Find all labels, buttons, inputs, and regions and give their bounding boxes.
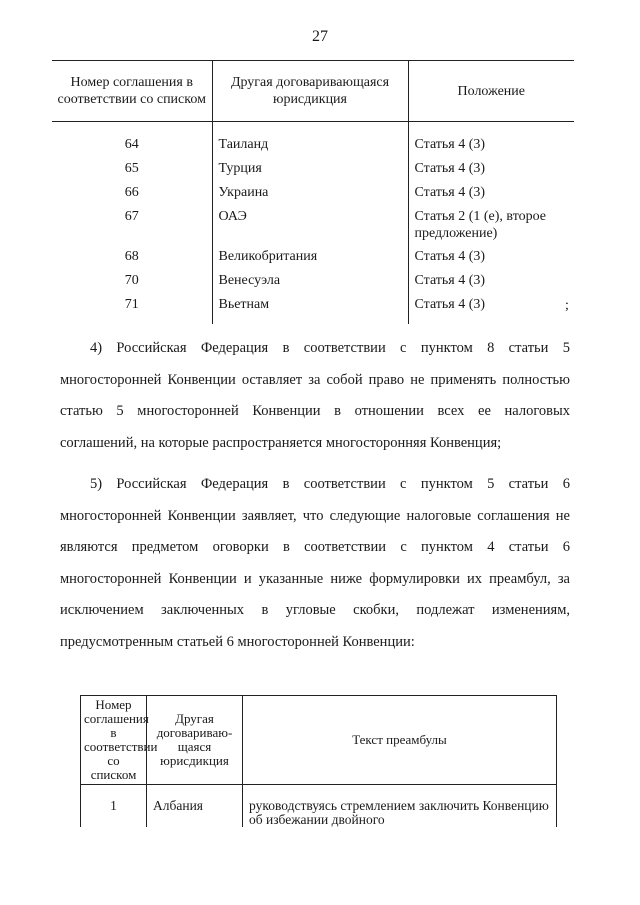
- provision: Статья 4 (3): [408, 248, 574, 272]
- agreement-number: 64: [124, 137, 139, 152]
- provisions-table: [52, 60, 574, 324]
- header-agreement-number: Номер соглашения в соответствии со списком: [52, 61, 212, 122]
- jurisdiction: Турция: [212, 160, 408, 184]
- jurisdiction: Таиланд: [212, 122, 408, 161]
- paragraph-5: 5) Российская Федерация в соответствии с пунктом 5 статьи 6 многосторонней Конвенции заявляет, что следующие налоговые соглашения не являются предметом оговорки в соответствии с пунктом 4 статьи 6 многосторонней Конвенции и указанные ниже формулировки их преамбул, за исключением заключенных в угловые скобки, подлежат изменениям, предусмотренным статьей 6 многосторонней Конвенции:: [60, 476, 570, 650]
- jurisdiction: Венесуэла: [212, 272, 408, 296]
- jurisdiction: Великобритания: [212, 248, 408, 272]
- preamble-table: [80, 695, 557, 827]
- table-trailing-semicolon: ;: [565, 298, 569, 313]
- table-row: [52, 184, 574, 208]
- agreement-number: 65: [124, 161, 139, 176]
- table-row: [52, 296, 574, 324]
- table-row: [52, 160, 574, 184]
- table-row: [52, 248, 574, 272]
- agreement-number: 1: [81, 785, 147, 828]
- table-header-row: [52, 61, 574, 122]
- paragraph-4: 4) Российская Федерация в соответствии с пунктом 8 статьи 5 многосторонней Конвенции оставляет за собой право не применять полностью статью 5 многосторонней Конвенции в отношении всех ее налоговых соглашений, на которые распространяется многосторонняя Конвенция;: [60, 340, 570, 451]
- provision: Статья 2 (1 (е), второе предложение): [408, 208, 574, 248]
- table-header-row: [81, 696, 557, 785]
- agreement-number: 67: [124, 209, 139, 224]
- provision: Статья 4 (3): [408, 296, 574, 324]
- agreement-number: 66: [124, 185, 139, 200]
- provision: Статья 4 (3): [408, 184, 574, 208]
- jurisdiction: Албания: [147, 785, 243, 828]
- jurisdiction: ОАЭ: [212, 208, 408, 248]
- agreement-number: 70: [124, 273, 139, 288]
- agreement-number: 68: [124, 249, 139, 264]
- table-row: [52, 122, 574, 161]
- provision: Статья 4 (3): [408, 272, 574, 296]
- table-row: [81, 785, 557, 828]
- provision: Статья 4 (3): [408, 160, 574, 184]
- header-agreement-number: Номер соглашения в соответствии со списком: [81, 696, 147, 785]
- table-row: [52, 272, 574, 296]
- jurisdiction: Вьетнам: [212, 296, 408, 324]
- table-row: [52, 208, 574, 248]
- header-jurisdiction: Другая договаривающаяся юрисдикция: [212, 61, 408, 122]
- page-number: 27: [312, 28, 328, 45]
- header-jurisdiction: Другая договариваю-щаяся юрисдикция: [147, 696, 243, 785]
- preamble-text: руководствуясь стремлением заключить Конвенцию об избежании двойного: [243, 785, 557, 828]
- jurisdiction: Украина: [212, 184, 408, 208]
- header-preamble-text: Текст преамбулы: [243, 696, 557, 785]
- agreement-number: 71: [124, 297, 139, 312]
- provision: Статья 4 (3): [408, 122, 574, 161]
- header-provision: Положение: [408, 61, 574, 122]
